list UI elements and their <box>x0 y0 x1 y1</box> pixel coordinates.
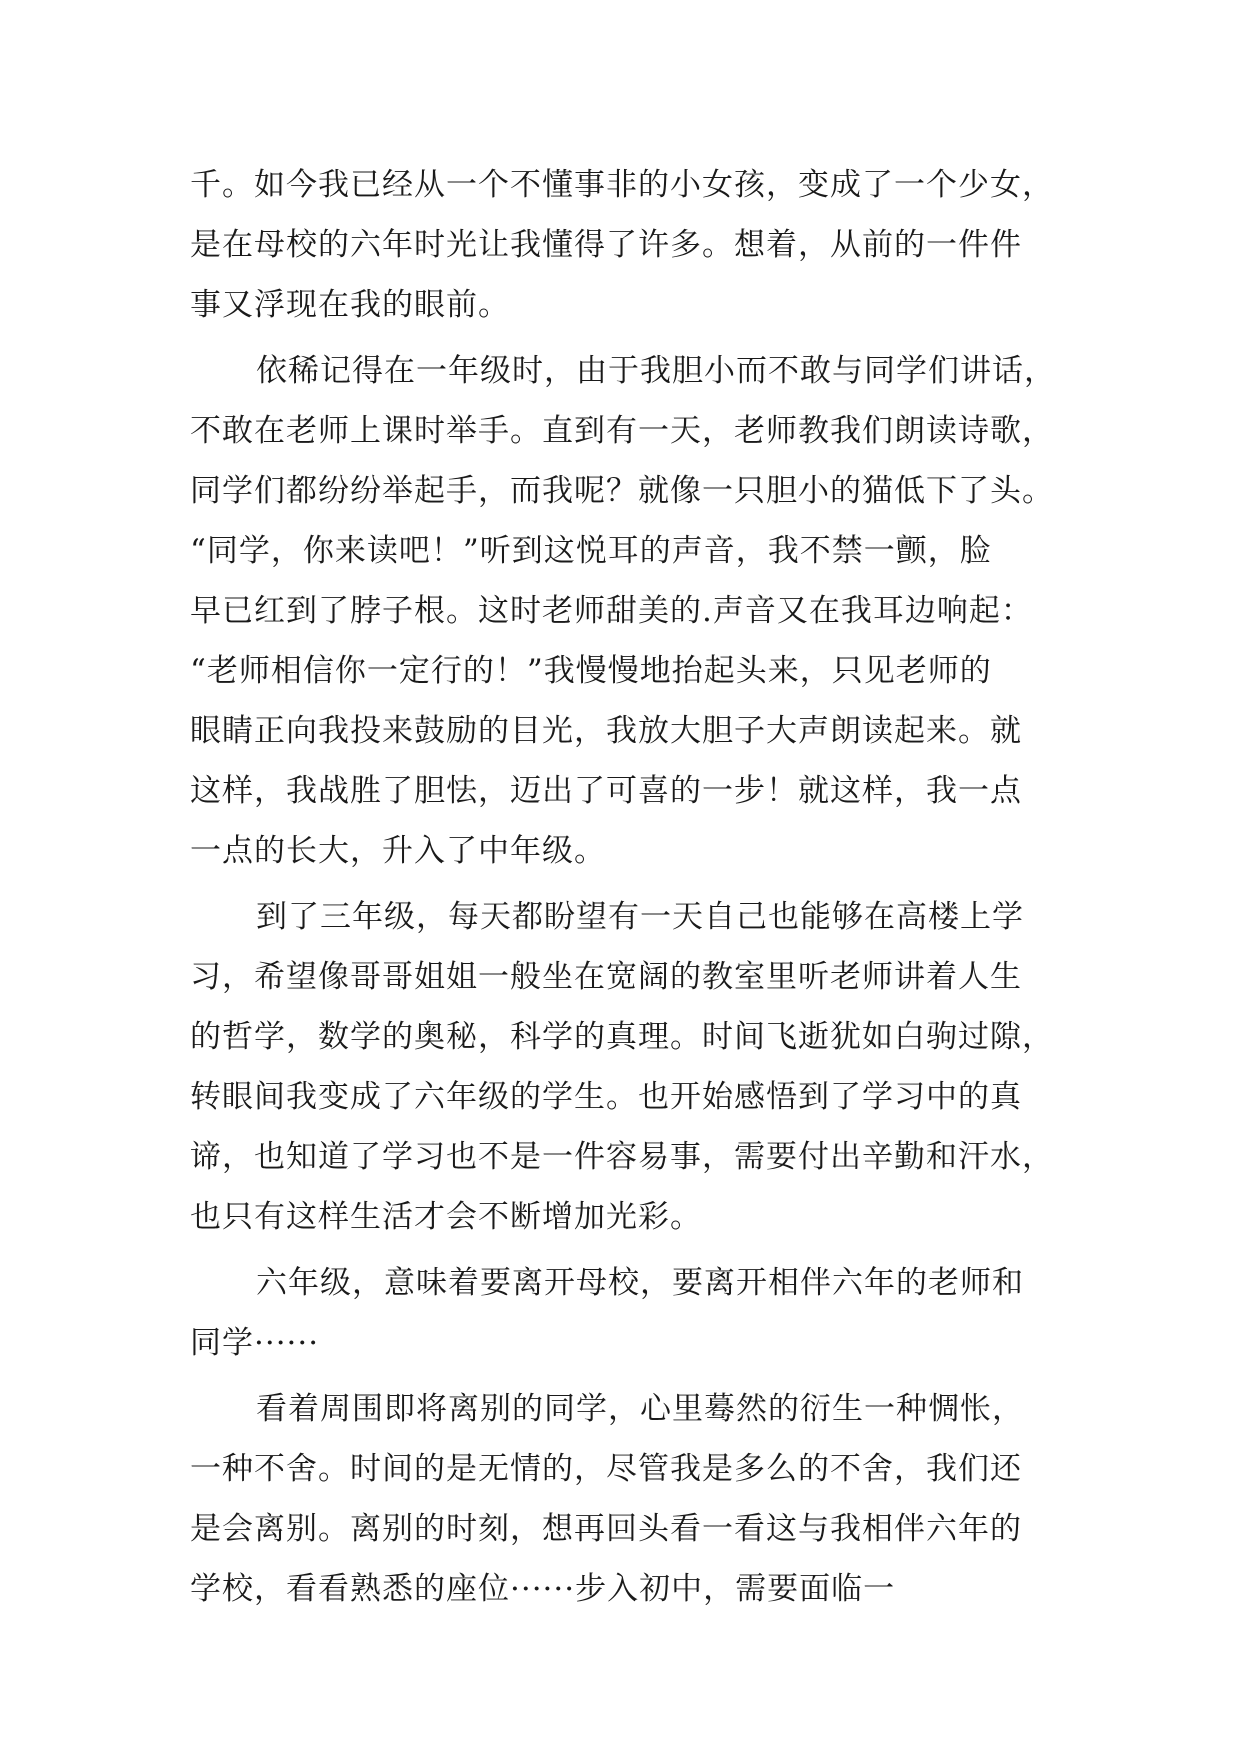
text-line: 转眼间我变成了六年级的学生。也开始感悟到了学习中的真 <box>190 1079 1022 1115</box>
text-line: 同学们都纷纷举起手，而我呢？就像一只胆小的猫低下了头。 <box>190 473 1054 509</box>
paragraph <box>190 1253 1090 1373</box>
text-line: 看着周围即将离别的同学，心里蓦然的衍生一种惆怅， <box>256 1391 1024 1427</box>
text-line: 的哲学，数学的奥秘，科学的真理。时间飞逝犹如白驹过隙， <box>190 1019 1054 1055</box>
body-text <box>190 155 1090 1619</box>
text-line: 到了三年级，每天都盼望有一天自己也能够在高楼上学 <box>256 899 1024 935</box>
text-line: 是在母校的六年时光让我懂得了许多。想着，从前的一件件 <box>190 227 1022 263</box>
text-line: 依稀记得在一年级时，由于我胆小而不敢与同学们讲话， <box>256 353 1056 389</box>
text-line: 一点的长大，升入了中年级。 <box>190 833 606 869</box>
text-line: 千。如今我已经从一个不懂事非的小女孩，变成了一个少女， <box>190 167 1054 203</box>
text-line: “老师相信你一定行的！”我慢慢地抬起头来，只见老师的 <box>190 653 992 689</box>
paragraph <box>190 341 1090 881</box>
text-line: “同学，你来读吧！”听到这悦耳的声音，我不禁一颤，脸 <box>190 533 992 569</box>
text-line: 也只有这样生活才会不断增加光彩。 <box>190 1199 702 1235</box>
paragraph <box>190 887 1090 1247</box>
text-line: 谛，也知道了学习也不是一件容易事，需要付出辛勤和汗水， <box>190 1139 1054 1175</box>
paragraph <box>190 155 1090 335</box>
text-line: 学校，看看熟悉的座位······步入初中，需要面临一 <box>190 1571 896 1607</box>
text-line: 眼睛正向我投来鼓励的目光，我放大胆子大声朗读起来。就 <box>190 713 1022 749</box>
text-line: 早已红到了脖子根。这时老师甜美的.声音又在我耳边响起： <box>190 593 1033 629</box>
text-line: 是会离别。离别的时刻，想再回头看一看这与我相伴六年的 <box>190 1511 1022 1547</box>
text-line: 同学······ <box>190 1325 320 1361</box>
text-line: 习，希望像哥哥姐姐一般坐在宽阔的教室里听老师讲着人生 <box>190 959 1022 995</box>
text-line: 不敢在老师上课时举手。直到有一天，老师教我们朗读诗歌， <box>190 413 1054 449</box>
text-line: 事又浮现在我的眼前。 <box>190 287 510 323</box>
text-line: 这样，我战胜了胆怯，迈出了可喜的一步！就这样，我一点 <box>190 773 1022 809</box>
text-line: 六年级，意味着要离开母校，要离开相伴六年的老师和 <box>256 1265 1024 1301</box>
paragraph <box>190 1379 1090 1619</box>
text-line: 一种不舍。时间的是无情的，尽管我是多么的不舍，我们还 <box>190 1451 1022 1487</box>
